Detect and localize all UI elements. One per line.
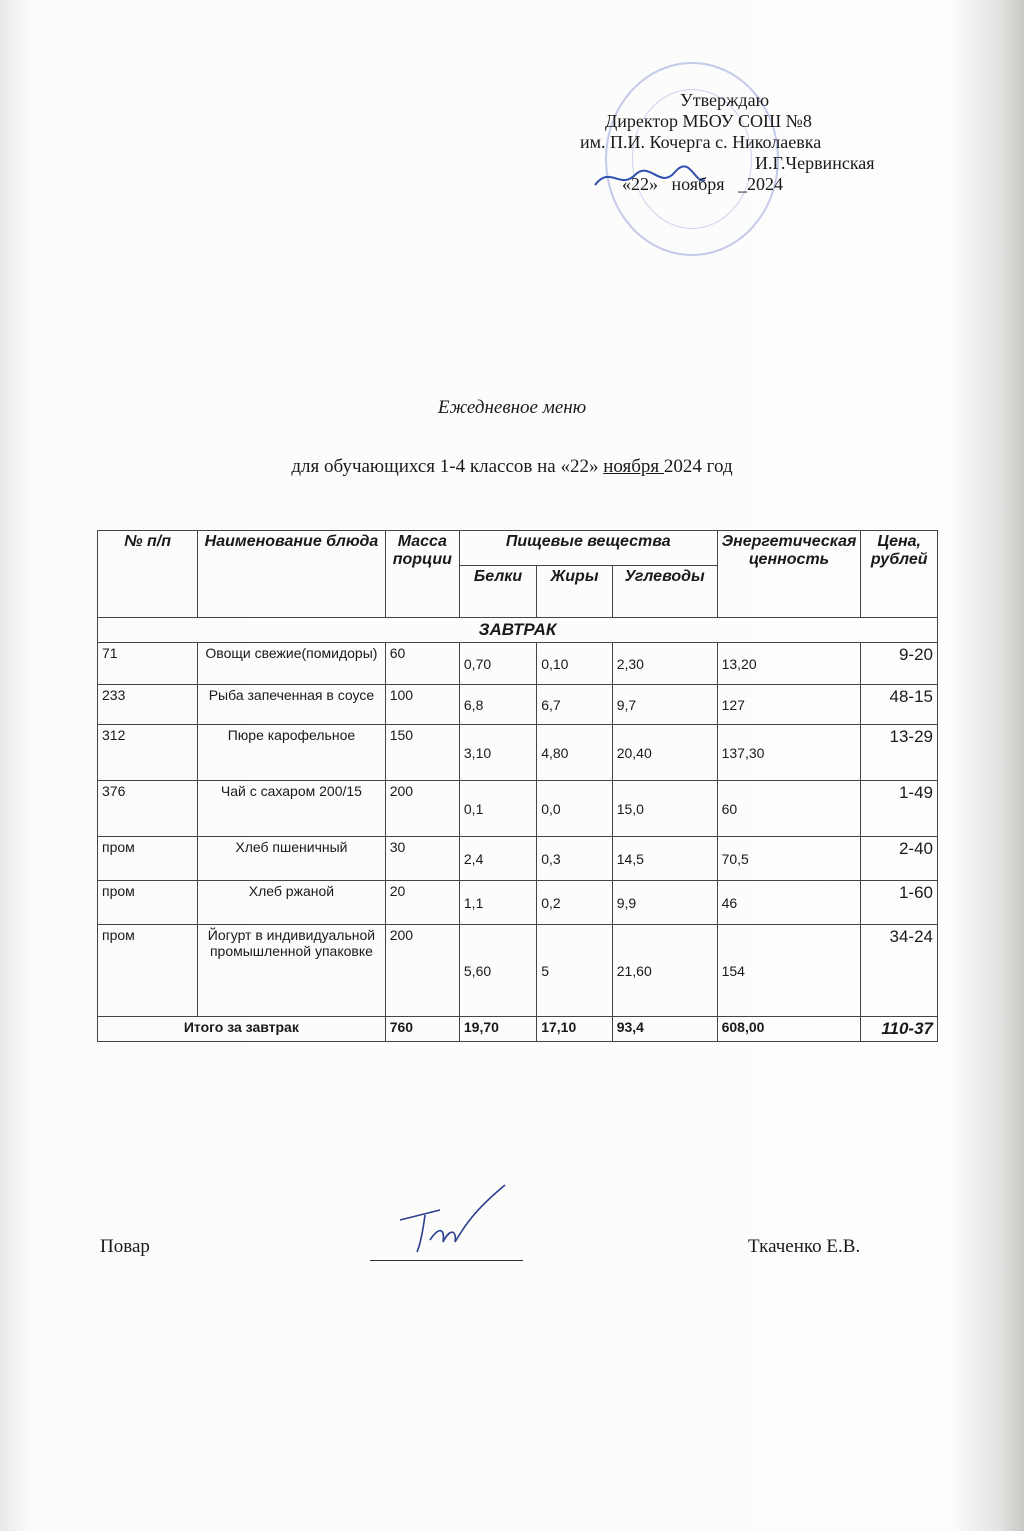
cell-fat: 0,0	[537, 781, 613, 837]
cell-protein: 5,60	[459, 925, 536, 1017]
table-row	[98, 643, 938, 685]
cell-carbs: 9,7	[612, 685, 717, 725]
header-fat: Жиры	[537, 566, 613, 618]
cell-mass: 30	[385, 837, 459, 881]
cell-price: 2-40	[861, 837, 938, 881]
header-protein: Белки	[459, 566, 536, 618]
cell-carbs: 14,5	[612, 837, 717, 881]
cell-name: Хлеб пшеничный	[198, 837, 386, 881]
table-row	[98, 881, 938, 925]
cell-protein: 6,8	[459, 685, 536, 725]
cell-mass: 20	[385, 881, 459, 925]
approval-line3: им. П.И. Кочерга с. Николаевка	[580, 132, 822, 152]
cell-fat: 5	[537, 925, 613, 1017]
cell-energy: 13,20	[717, 643, 861, 685]
section-breakfast: ЗАВТРАК	[98, 618, 938, 643]
table-row	[98, 781, 938, 837]
cell-energy: 46	[717, 881, 861, 925]
cook-signature	[395, 1180, 515, 1260]
total-fat: 17,10	[537, 1017, 613, 1042]
cell-name: Чай с сахаром 200/15	[198, 781, 386, 837]
header-price: Цена, рублей	[861, 531, 938, 618]
cell-mass: 200	[385, 781, 459, 837]
cell-num: пром	[98, 925, 198, 1017]
total-carbs: 93,4	[612, 1017, 717, 1042]
approval-line2: Директор МБОУ СОШ №8	[605, 111, 812, 131]
page-subtitle	[0, 456, 1024, 478]
table-row	[98, 925, 938, 1017]
table-row	[98, 725, 938, 781]
cell-carbs: 2,30	[612, 643, 717, 685]
cell-price: 9-20	[861, 643, 938, 685]
total-mass: 760	[385, 1017, 459, 1042]
cell-energy: 154	[717, 925, 861, 1017]
cell-energy: 60	[717, 781, 861, 837]
cell-protein: 0,1	[459, 781, 536, 837]
cell-energy: 137,30	[717, 725, 861, 781]
cell-name: Пюре карофельное	[198, 725, 386, 781]
cell-fat: 0,2	[537, 881, 613, 925]
cell-num: 233	[98, 685, 198, 725]
total-label: Итого за завтрак	[98, 1017, 386, 1042]
cell-fat: 0,3	[537, 837, 613, 881]
total-price: 110-37	[861, 1017, 938, 1042]
header-energy: Энергетическая ценность	[717, 531, 861, 618]
cell-price: 34-24	[861, 925, 938, 1017]
cell-num: 312	[98, 725, 198, 781]
cell-energy: 127	[717, 685, 861, 725]
total-energy: 608,00	[717, 1017, 861, 1042]
cell-price: 13-29	[861, 725, 938, 781]
cell-price: 48-15	[861, 685, 938, 725]
subtitle-suffix: 2024 год	[663, 456, 733, 477]
approval-date	[560, 174, 930, 195]
cook-name: Ткаченко Е.В.	[748, 1236, 861, 1257]
cell-num: пром	[98, 837, 198, 881]
approval-line1: Утверждаю	[680, 90, 770, 110]
cell-carbs: 9,9	[612, 881, 717, 925]
cell-num: 71	[98, 643, 198, 685]
cell-mass: 200	[385, 925, 459, 1017]
header-nutrients: Пищевые вещества	[459, 531, 717, 566]
cell-carbs: 21,60	[612, 925, 717, 1017]
cell-name: Овощи свежие(помидоры)	[198, 643, 386, 685]
signature-line	[370, 1260, 523, 1261]
cell-carbs: 15,0	[612, 781, 717, 837]
total-row	[98, 1017, 938, 1042]
cell-carbs: 20,40	[612, 725, 717, 781]
cell-num: 376	[98, 781, 198, 837]
header-name: Наименование блюда	[198, 531, 386, 618]
page-title: Ежедневное меню	[437, 397, 587, 418]
cell-fat: 4,80	[537, 725, 613, 781]
cell-price: 1-49	[861, 781, 938, 837]
subtitle-prefix: для обучающихся 1-4 классов на «22»	[291, 456, 604, 477]
subtitle-month: ноября	[603, 456, 664, 477]
header-carbs: Углеводы	[612, 566, 717, 618]
cell-fat: 0,10	[537, 643, 613, 685]
cell-mass: 60	[385, 643, 459, 685]
table-row	[98, 837, 938, 881]
cell-energy: 70,5	[717, 837, 861, 881]
header-mass: Масса порции	[385, 531, 459, 618]
cell-name: Хлеб ржаной	[198, 881, 386, 925]
cook-role: Повар	[100, 1236, 150, 1257]
cell-num: пром	[98, 881, 198, 925]
date-year: _2024	[738, 174, 784, 194]
cell-mass: 100	[385, 685, 459, 725]
date-day: «22»	[622, 174, 658, 194]
cell-price: 1-60	[861, 881, 938, 925]
cell-mass: 150	[385, 725, 459, 781]
approval-line4: И.Г.Червинская	[755, 153, 875, 173]
cell-name: Йогурт в индивидуальной промышленной упаковке	[198, 925, 386, 1017]
cell-protein: 0,70	[459, 643, 536, 685]
table-row	[98, 685, 938, 725]
menu-table	[97, 530, 938, 1042]
cell-fat: 6,7	[537, 685, 613, 725]
total-protein: 19,70	[459, 1017, 536, 1042]
cell-name: Рыба запеченная в соусе	[198, 685, 386, 725]
cell-protein: 2,4	[459, 837, 536, 881]
header-num: № п/п	[98, 531, 198, 618]
approval-block	[560, 90, 930, 195]
date-month: ноября	[671, 174, 725, 194]
cell-protein: 3,10	[459, 725, 536, 781]
cell-protein: 1,1	[459, 881, 536, 925]
